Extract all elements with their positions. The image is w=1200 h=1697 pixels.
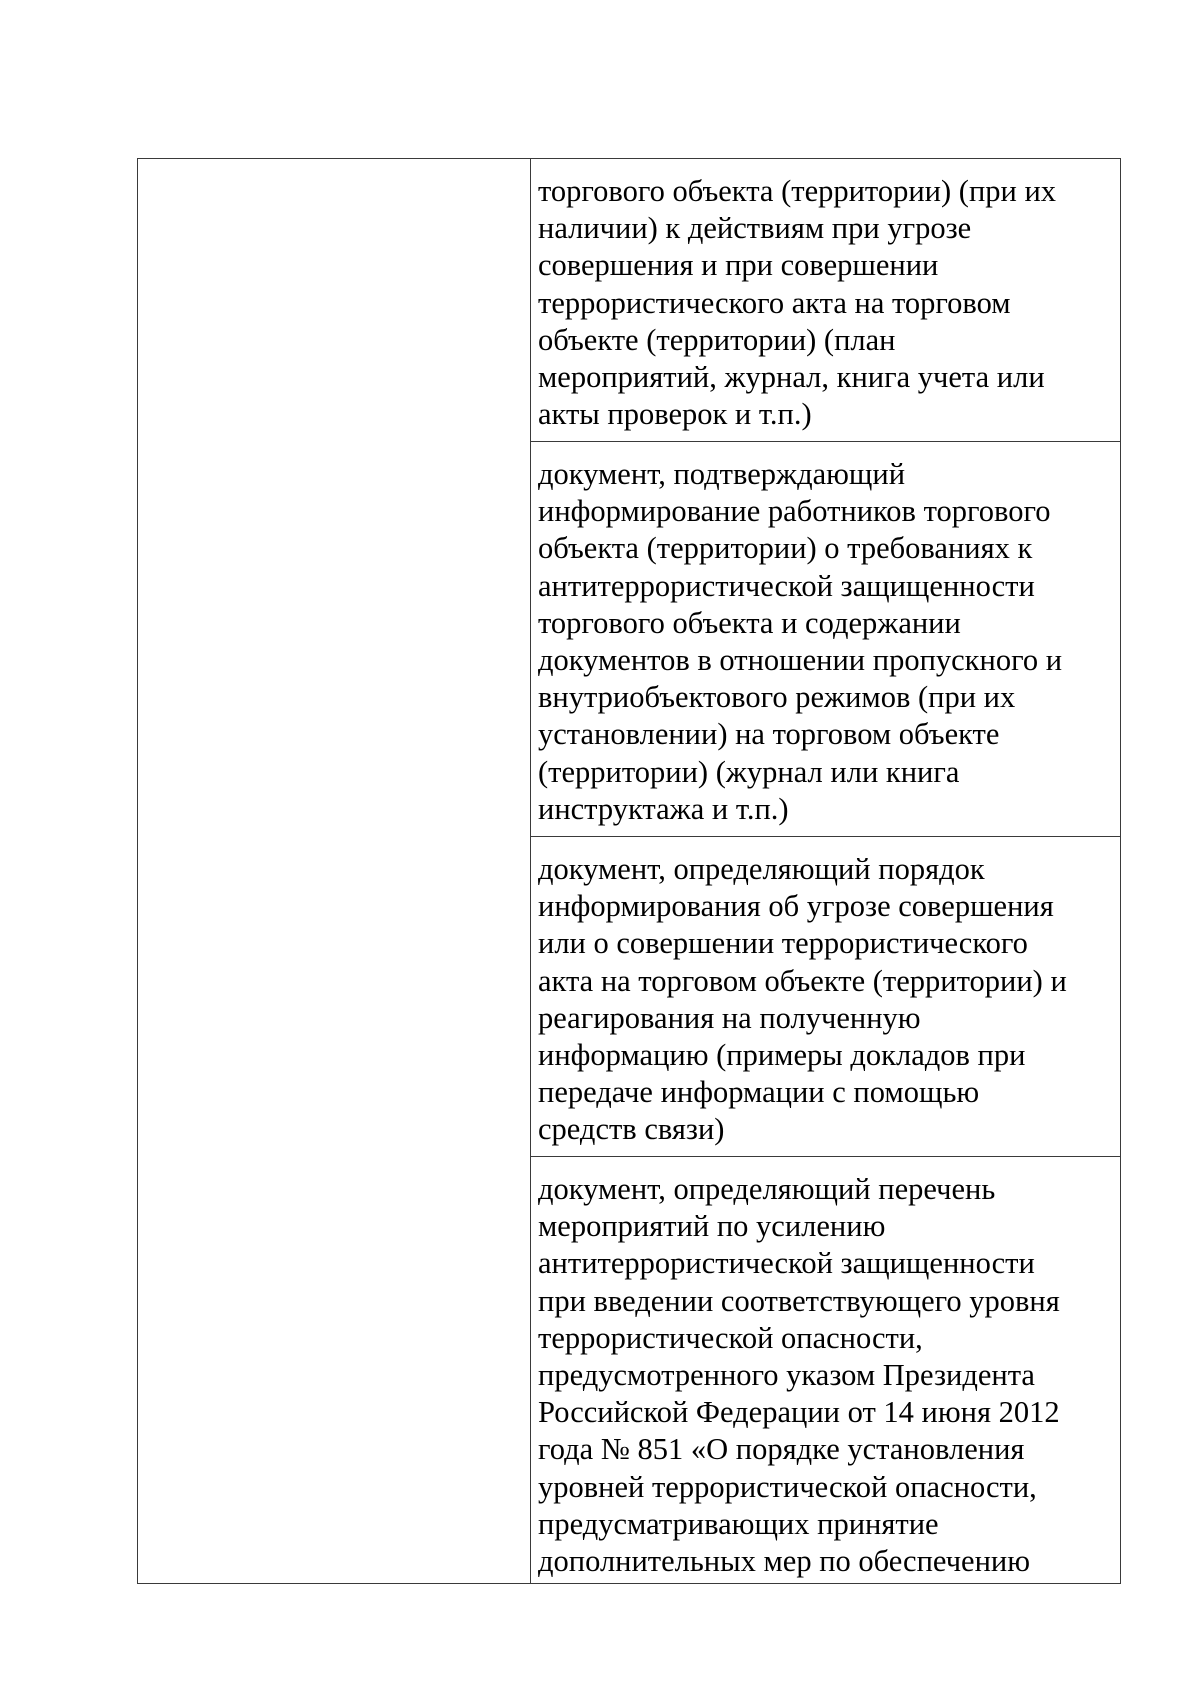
table-cell-1 (531, 159, 1120, 442)
table-cell-1-text: торгового объекта (территории) (при их наличии) к действиям при угрозе совершения и при совершении террористического акта на торговом объекте (территории) (план мероприятий, журнал, книга учета или акты проверок и т.п.) (538, 174, 1057, 432)
table-cell-4 (531, 1157, 1120, 1583)
table-right-column (531, 159, 1120, 1583)
table-cell-3-text: документ, определяющий порядок информирования об угрозе совершения или о совершении террористического акта на торговом объекте (территории) и реагирования на полученную информацию (примеры докладов при передаче информации с помощью средств связи) (538, 852, 1067, 1147)
table-cell-2 (531, 442, 1120, 837)
document-table (137, 158, 1121, 1584)
table-cell-3 (531, 837, 1120, 1157)
table-cell-4-text: документ, определяющий перечень мероприятий по усилению антитеррористической защищенности при введении соответствующего уровня террористической опасности, предусмотренного указом Президента Российской Федерации от 14 июня 2012 года № 851 «О порядке установления уровней террористической опасности, предусматривающих принятие дополнительных мер по обеспечению (538, 1172, 1060, 1579)
table-left-column-empty (138, 159, 531, 1583)
table-cell-2-text: документ, подтверждающий информирование работников торгового объекта (территории) о требованиях к антитеррористической защищенности торгового объекта и содержании документов в отношении пропускного и внутриобъектового режимов (при их установлении) на торговом объекте (территории) (журнал или книга инструктажа и т.п.) (538, 457, 1063, 826)
